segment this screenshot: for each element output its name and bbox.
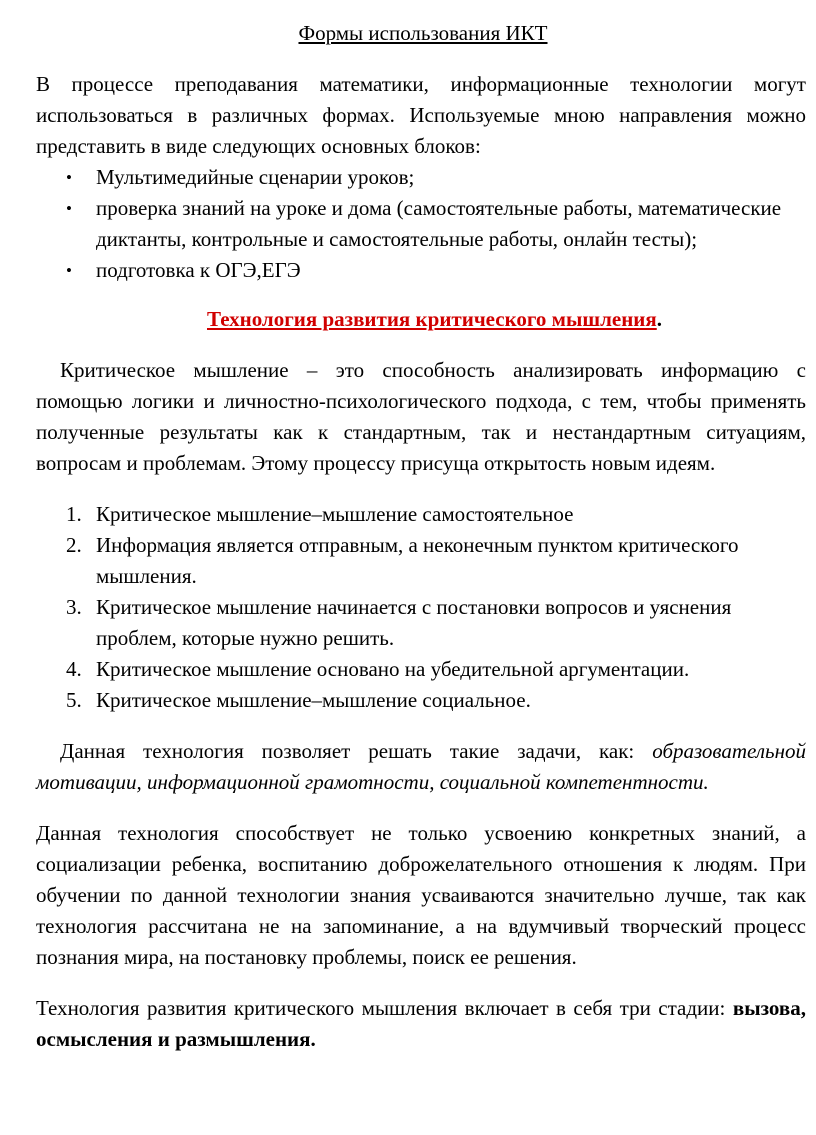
section-heading <box>36 304 806 335</box>
document-title: Формы использования ИКТ <box>298 21 548 45</box>
list-item-text: Критическое мышление–мышление самостоятельное <box>96 502 574 526</box>
stages-bold: вызова, осмысления и размышления. <box>36 996 806 1051</box>
section-heading-dot: . <box>656 307 663 331</box>
tasks-paragraph <box>36 736 806 798</box>
list-item <box>66 685 806 716</box>
principles-list <box>36 499 806 716</box>
tasks-prefix: Данная технология позволяет решать такие задачи, как: <box>60 739 653 763</box>
list-item-text: Критическое мышление–мышление социальное. <box>96 688 531 712</box>
list-item: • проверка знаний на уроке и дома (самостоятельные работы, математические диктанты, контрольные и самостоятельные работы, онлайн тесты); <box>96 193 806 255</box>
list-item-text: Информация является отправным, а неконечным пунктом критического мышления. <box>96 533 739 588</box>
section-heading-text: Технология развития критического мышления <box>207 307 657 331</box>
list-item <box>66 499 806 530</box>
list-item: • подготовка к ОГЭ,ЕГЭ <box>96 255 806 286</box>
list-item <box>66 592 806 654</box>
document-page <box>36 18 806 1055</box>
list-item-text: Критическое мышление начинается с постановки вопросов и уяснения проблем, которые нужно решить. <box>96 595 732 650</box>
list-item-number: 3. <box>66 595 82 619</box>
list-item-text: Критическое мышление основано на убедительной аргументации. <box>96 657 690 681</box>
definition-paragraph: Критическое мышление – это способность анализировать информацию с помощью логики и личностно-психологического подхода, с тем, чтобы применять полученные результаты как к стандартным, так и нестандартным ситуациям, вопросам и проблемам. Этому процессу присуща открытость новым идеям. <box>36 358 806 475</box>
tasks-italic: образовательной мотивации, информационной грамотности, социальной компетентности. <box>36 739 806 794</box>
blocks-list <box>36 162 806 286</box>
list-item-number: 4. <box>66 657 82 681</box>
list-item-number: 2. <box>66 533 82 557</box>
benefits-paragraph: Данная технология способствует не только усвоению конкретных знаний, а социализации ребенка, воспитанию доброжелательного отношения к людям. При обучении по данной технологии знания усваиваются значительно лучше, так как технология рассчитана не на запоминание, а на вдумчивый творческий процесс познания мира, на постановку проблемы, поиск ее решения. <box>36 821 806 969</box>
stages-paragraph <box>36 993 806 1055</box>
intro-paragraph: В процессе преподавания математики, информационные технологии могут использоваться в различных формах. Используемые мною направления можно представить в виде следующих основных блоков: <box>36 72 806 158</box>
list-item <box>66 530 806 592</box>
stages-prefix: Технология развития критического мышления включает в себя три стадии: <box>36 996 733 1020</box>
list-item: • Мультимедийные сценарии уроков; <box>96 162 806 193</box>
list-item <box>66 654 806 685</box>
list-item-number: 1. <box>66 502 82 526</box>
list-item-number: 5. <box>66 688 82 712</box>
